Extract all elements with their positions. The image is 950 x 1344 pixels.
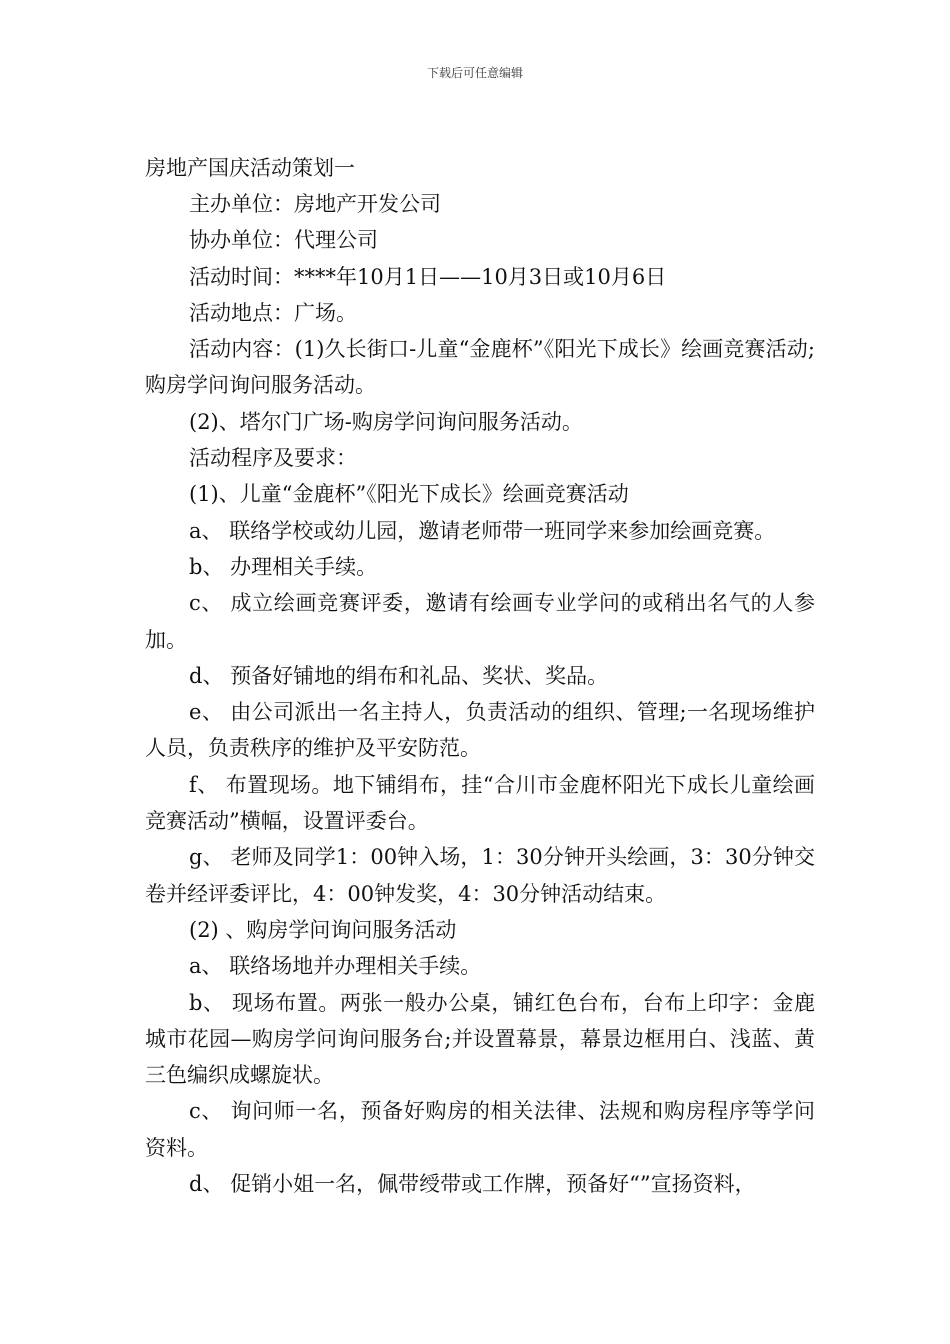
- list-item-1c: c、 成立绘画竞赛评委，邀请有绘画专业学问的或稍出名气的人参加。: [145, 591, 815, 652]
- paragraph-co-organizer: 协办单位：代理公司: [189, 228, 378, 253]
- document-title: 房地产国庆活动策划一: [145, 156, 355, 180]
- list-item-1e: e、 由公司派出一名主持人，负责活动的组织、管理;一名现场维护人员，负责秩序的维护及平安防范。: [145, 700, 815, 761]
- paragraph-organizer: 主办单位：房地产开发公司: [189, 192, 441, 216]
- list-item-2d: d、 促销小姐一名，佩带绶带或工作牌，预备好“”宣扬资料，: [189, 1172, 756, 1197]
- list-item-1b: b、 办理相关手续。: [189, 554, 378, 579]
- list-item-2c: c、 询问师一名，预备好购房的相关法律、法规和购房程序等学问资料。: [145, 1099, 815, 1160]
- list-item-1d: d、 预备好铺地的绢布和礼品、奖状、奖品。: [189, 663, 609, 688]
- paragraph-section-1-heading: (1)、儿童“金鹿杯”《阳光下成长》绘画竞赛活动: [189, 482, 629, 507]
- paragraph-event-content: 活动内容：(1)久长街口-儿童“金鹿杯”《阳光下成长》绘画竞赛活动;购房学问询问服务活动。: [145, 337, 815, 398]
- paragraph-procedure-heading: 活动程序及要求：: [189, 446, 357, 471]
- list-item-1a: a、 联络学校或幼儿园，邀请老师带一班同学来参加绘画竞赛。: [189, 518, 776, 543]
- list-item-1g: g、 老师及同学1：00钟入场，1：30分钟开头绘画，3：30分钟交卷并经评委评比，4：00钟发奖，4：30分钟活动结束。: [145, 845, 815, 906]
- list-item-2a: a、 联络场地并办理相关手续。: [189, 954, 482, 979]
- list-item-1f: f、 布置现场。地下铺绢布，挂“合川市金鹿杯阳光下成长儿童绘画竞赛活动”横幅，设置评委台。: [145, 772, 815, 834]
- paragraph-event-location: 活动地点：广场。: [189, 300, 357, 325]
- paragraph-event-time: 活动时间：****年10月1日——10月3日或10月6日: [189, 264, 667, 289]
- paragraph-section-2-heading: (2) 、购房学问询问服务活动: [189, 917, 457, 942]
- document-body: [145, 150, 815, 1202]
- page-header-note: 下载后可任意编辑: [426, 66, 523, 80]
- paragraph-event-content-2: (2)、塔尔门广场-购房学问询问服务活动。: [189, 409, 583, 434]
- list-item-2b: b、 现场布置。两张一般办公桌，铺红色台布，台布上印字：金鹿城市花园—购房学问询问服务台;并设置幕景，幕景边框用白、浅蓝、黄三色编织成螺旋状。: [145, 990, 815, 1088]
